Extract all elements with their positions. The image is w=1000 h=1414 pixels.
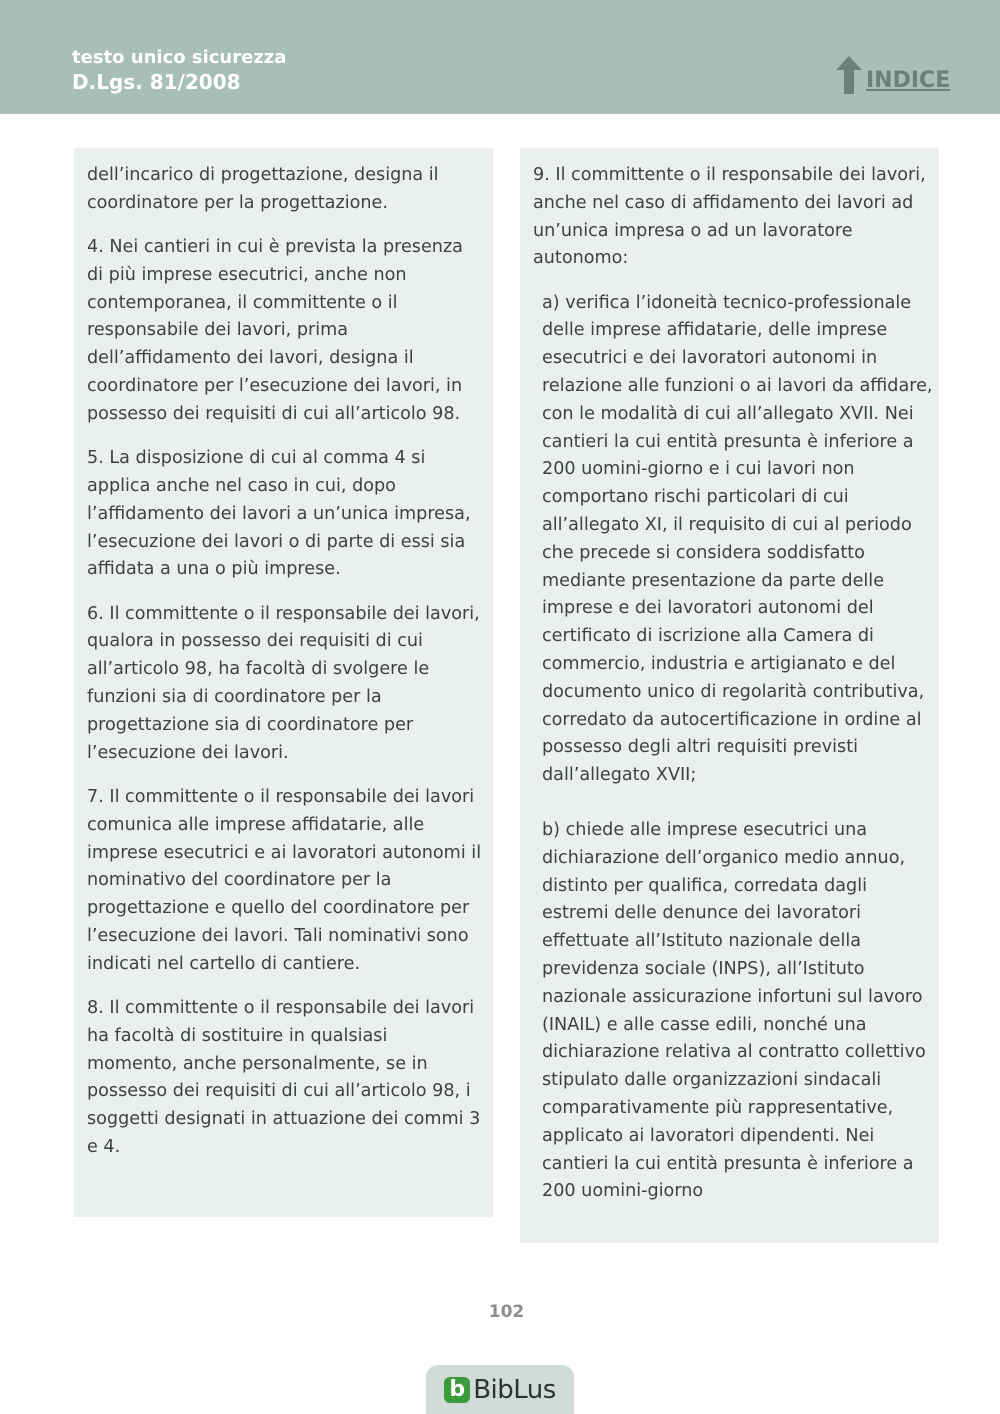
paragraph: 4. Nei cantieri in cui è prevista la presenza di più imprese esecutrici, anche non contemporanea, il committente o il responsabile dei lavori, prima dell’affidamento dei lavori, designa il coordinatore per l’esecuzione dei lavori, in possesso dei requisiti di cui all’articolo 98. bbox=[87, 237, 463, 424]
list-item-b: b) chiede alle imprese esecutrici una dichiarazione dell’organico medio annuo, distinto per qualifica, corredata dagli estremi delle denunce dei lavoratori effettuate all’Istituto nazionale della previdenza sociale (INPS), all’Istituto nazionale assicurazione infortuni sul lavoro (INAIL) e alle casse edili, nonché una dichiarazione relativa al contratto collettivo stipulato dalle organizzazioni sindacali comparativamente più rappresentative, applicato ai lavoratori dipendenti. Nei cantieri la cui entità presunta è inferiore a 200 uomini-giorno bbox=[542, 820, 926, 1202]
biblus-logo bbox=[426, 1365, 574, 1414]
paragraph: 5. La disposizione di cui al comma 4 si applica anche nel caso in cui, dopo l’affidamento dei lavori a un’unica impresa, l’esecuzione dei lavori o di parte di essi sia affidata a una o più imprese. bbox=[87, 448, 471, 580]
right-column bbox=[520, 148, 939, 1243]
logo-text: BibLus bbox=[473, 1374, 556, 1405]
title-line-1: testo unico sicurezza bbox=[72, 47, 287, 68]
page-number: 102 bbox=[488, 1302, 525, 1322]
indice-label[interactable]: INDICE bbox=[866, 68, 951, 93]
paragraph: dell’incarico di progettazione, designa il coordinatore per la progettazione. bbox=[87, 165, 439, 213]
arrow-up-icon bbox=[836, 56, 862, 94]
paragraph-intro: 9. Il committente o il responsabile dei lavori, anche nel caso di affidamento dei lavori ad un’unica impresa o ad un lavoratore autonomo: bbox=[533, 165, 926, 269]
left-column bbox=[74, 148, 493, 1217]
title-line-2: D.Lgs. 81/2008 bbox=[72, 70, 241, 94]
paragraph: 6. Il committente o il responsabile dei lavori, qualora in possesso dei requisiti di cui all’articolo 98, ha facoltà di svolgere le funzioni sia di coordinatore per la progettazione sia di coordinatore per l’esecuzione dei lavori. bbox=[87, 603, 480, 763]
indice-link[interactable] bbox=[836, 54, 950, 94]
page-header bbox=[0, 0, 1000, 114]
logo-mark-icon: b bbox=[444, 1377, 470, 1403]
paragraph: 8. Il committente o il responsabile dei lavori ha facoltà di sostituire in qualsiasi momento, anche personalmente, se in possesso dei requisiti di cui all’articolo 98, i soggetti designati in attuazione dei commi 3 e 4. bbox=[87, 998, 481, 1157]
paragraph: 7. Il committente o il responsabile dei lavori comunica alle imprese affidatarie, alle imprese esecutrici e ai lavoratori autonomi il nominativo del coordinatore per la progettazione e quello del coordinatore per l’esecuzione dei lavori. Tali nominativi sono indicati nel cartello di cantiere. bbox=[87, 786, 482, 974]
document-title bbox=[72, 46, 286, 94]
list-item-a: a) verifica l’idoneità tecnico-professionale delle imprese affidatarie, delle imprese esecutrici e dei lavoratori autonomi in relazione alle funzioni o ai lavori da affidare, con le modalità di cui all’allegato XVII. Nei cantieri la cui entità presunta è inferiore a 200 uomini-giorno e i cui lavori non comportano rischi particolari di cui all’allegato XI, il requisito di cui al periodo che precede si considera soddisfatto mediante presentazione da parte delle imprese e dei lavoratori autonomi del certificato di iscrizione alla Camera di commercio, industria e artigianato e del documento unico di regolarità contributiva, corredato da autocertificazione in ordine al possesso degli altri requisiti previsti dall’allegato XVII; bbox=[542, 292, 933, 786]
